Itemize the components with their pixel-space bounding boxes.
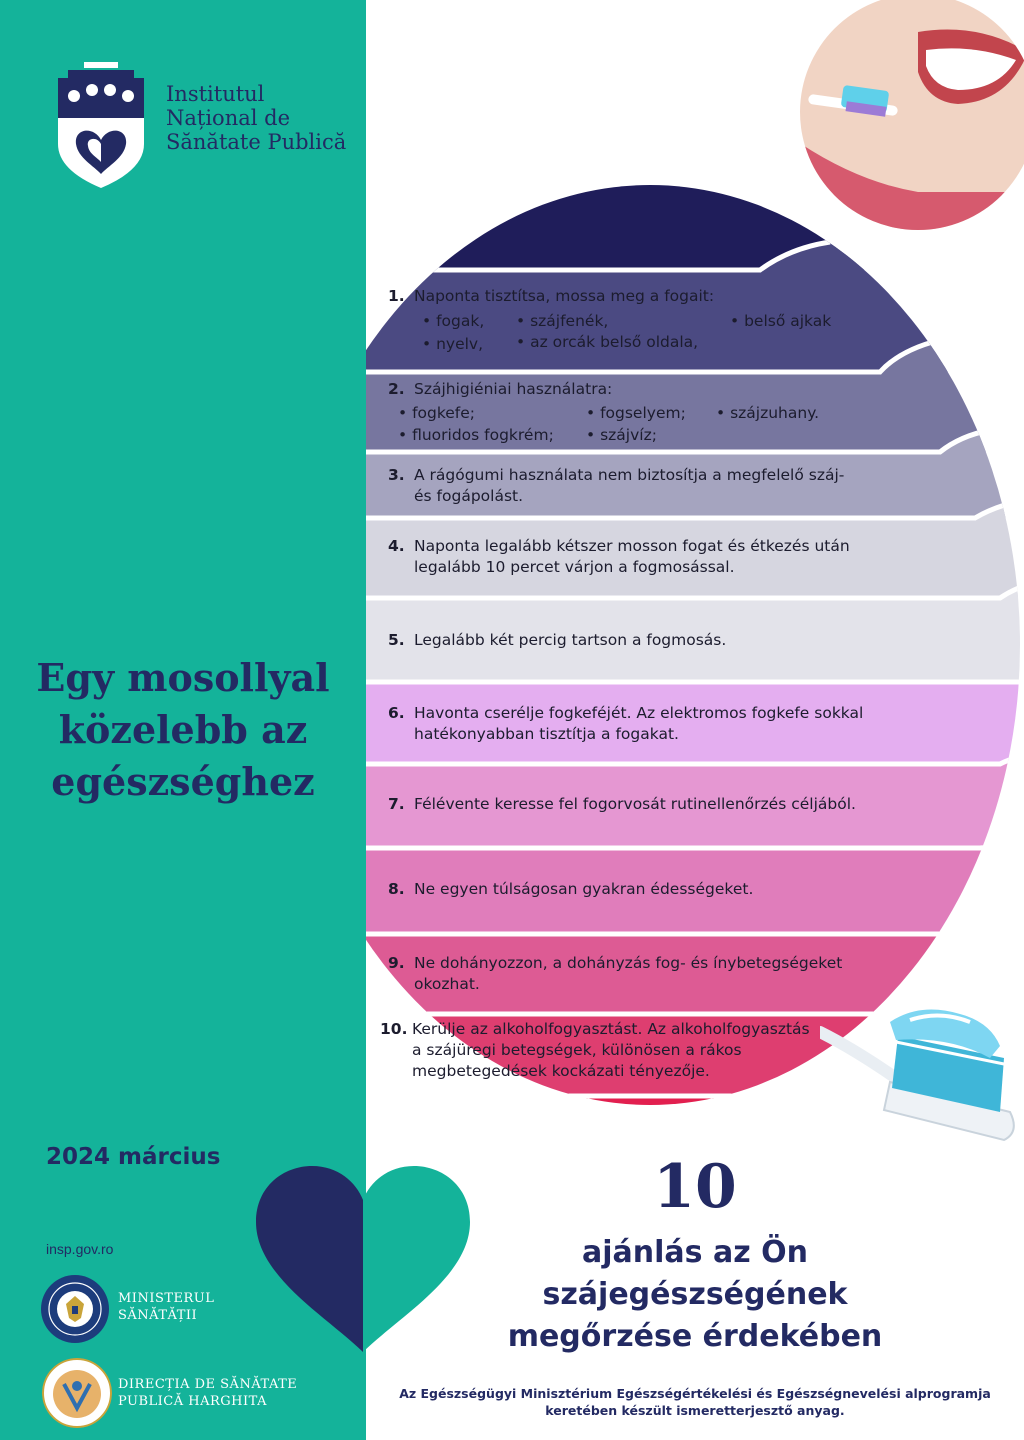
tip-bullet: • fogak, (422, 312, 485, 330)
tip-bullet: • fluoridos fogkrém; (398, 426, 554, 444)
tip-text-line: hatékonyabban tisztítja a fogakat. (414, 725, 679, 743)
tip-6 (388, 703, 863, 745)
website-link[interactable]: insp.gov.ro (46, 1241, 114, 1257)
footer-line: Az Egészségügyi Minisztérium Egészségértékelési és Egészségnevelési alprogramja (399, 1386, 991, 1401)
headline-line: szájegészségének (542, 1277, 848, 1312)
slogan-line: egészséghez (51, 759, 315, 804)
headline-line: ajánlás az Ön (582, 1235, 808, 1270)
tip-text-line: Ne dohányozzon, a dohányzás fog- és ínybetegségeket (414, 954, 843, 972)
tip-bullet: • szájfenék, (516, 312, 609, 330)
tip-text-line: Kerülje az alkoholfogyasztást. Az alkoholfogyasztás (412, 1020, 810, 1038)
smiling-mouth-photo (798, 0, 1024, 232)
tip-bullet: • fogkefe; (398, 404, 476, 422)
institute-name-line: Sănătate Publică (166, 130, 347, 154)
tip-text-line: Havonta cserélje fogkeféjét. Az elektromos fogkefe sokkal (414, 704, 864, 722)
tip-text-line: Naponta legalább kétszer mosson fogat és étkezés után (414, 537, 850, 555)
tip-8 (388, 879, 753, 900)
tip-number: 9. (388, 954, 405, 972)
headline-subtitle (366, 1232, 1024, 1358)
tip-number: 7. (388, 795, 405, 813)
tip-number: 4. (388, 537, 405, 555)
tip-10 (380, 1019, 810, 1082)
tip-text-line: legalább 10 percet várjon a fogmosással. (414, 558, 735, 576)
ministry-name-line: SĂNĂTĂȚII (118, 1308, 198, 1323)
tip-text-line: Félévente keresse fel fogorvosát rutinellenőrzés céljából. (414, 795, 856, 813)
tip-text-line: Legalább két percig tartson a fogmosás. (414, 631, 727, 649)
tip-text-line: Szájhigiéniai használatra: (414, 380, 613, 398)
toothbrush-photo (820, 992, 1020, 1152)
tip-2 (388, 379, 612, 400)
ministry-name-line: MINISTERUL (118, 1291, 215, 1306)
tip-text-line: okozhat. (414, 975, 480, 993)
tip-text-line: és fogápolást. (414, 487, 524, 505)
tip-bullet: • fogselyem; (586, 404, 686, 422)
tip-bullet: • az orcák belső oldala, (516, 333, 699, 351)
tip-1 (388, 286, 714, 307)
tip-number: 2. (388, 380, 405, 398)
tip-number: 3. (388, 466, 405, 484)
footer-note (366, 1385, 1024, 1419)
tip-3 (388, 465, 844, 507)
tip-number: 6. (388, 704, 405, 722)
slogan-line: Egy mosollyal (36, 655, 330, 700)
tip-bullet: • belső ajkak (730, 312, 832, 330)
headline-number: 10 (653, 1152, 737, 1222)
dsp-name-line: PUBLICĂ HARGHITA (118, 1394, 267, 1409)
institute-name-line: Institutul (166, 82, 265, 106)
tip-9 (388, 953, 842, 995)
institute-name-line: Național de (166, 106, 291, 130)
tip-bullet: • nyelv, (422, 335, 484, 353)
tip-text-line: Ne egyen túlságosan gyakran édességeket. (414, 880, 754, 898)
tip-number: 5. (388, 631, 405, 649)
tip-number: 10. (380, 1020, 408, 1038)
slogan-line: közelebb az (58, 707, 308, 752)
dsp-name-line: DIRECȚIA DE SĂNĂTATE (118, 1377, 298, 1392)
tip-number: 1. (388, 287, 405, 305)
tip-4 (388, 536, 850, 578)
tip-text-line: Naponta tisztítsa, mossa meg a fogait: (414, 287, 715, 305)
tip-text-line: A rágógumi használata nem biztosítja a megfelelő száj- (414, 466, 845, 484)
tip-number: 8. (388, 880, 405, 898)
publication-date: 2024 március (46, 1144, 221, 1170)
tip-7 (388, 794, 856, 815)
tip-text-line: a szájüregi betegségek, különösen a rákos (412, 1041, 742, 1059)
footer-line: keretében készült ismeretterjesztő anyag. (545, 1403, 845, 1418)
headline-line: megőrzése érdekében (507, 1319, 883, 1354)
tip-5 (388, 630, 726, 651)
tip-bullet: • szájvíz; (586, 426, 657, 444)
tip-text-line: megbetegedések kockázati tényezője. (412, 1062, 710, 1080)
tip-bullet: • szájzuhany. (716, 404, 820, 422)
